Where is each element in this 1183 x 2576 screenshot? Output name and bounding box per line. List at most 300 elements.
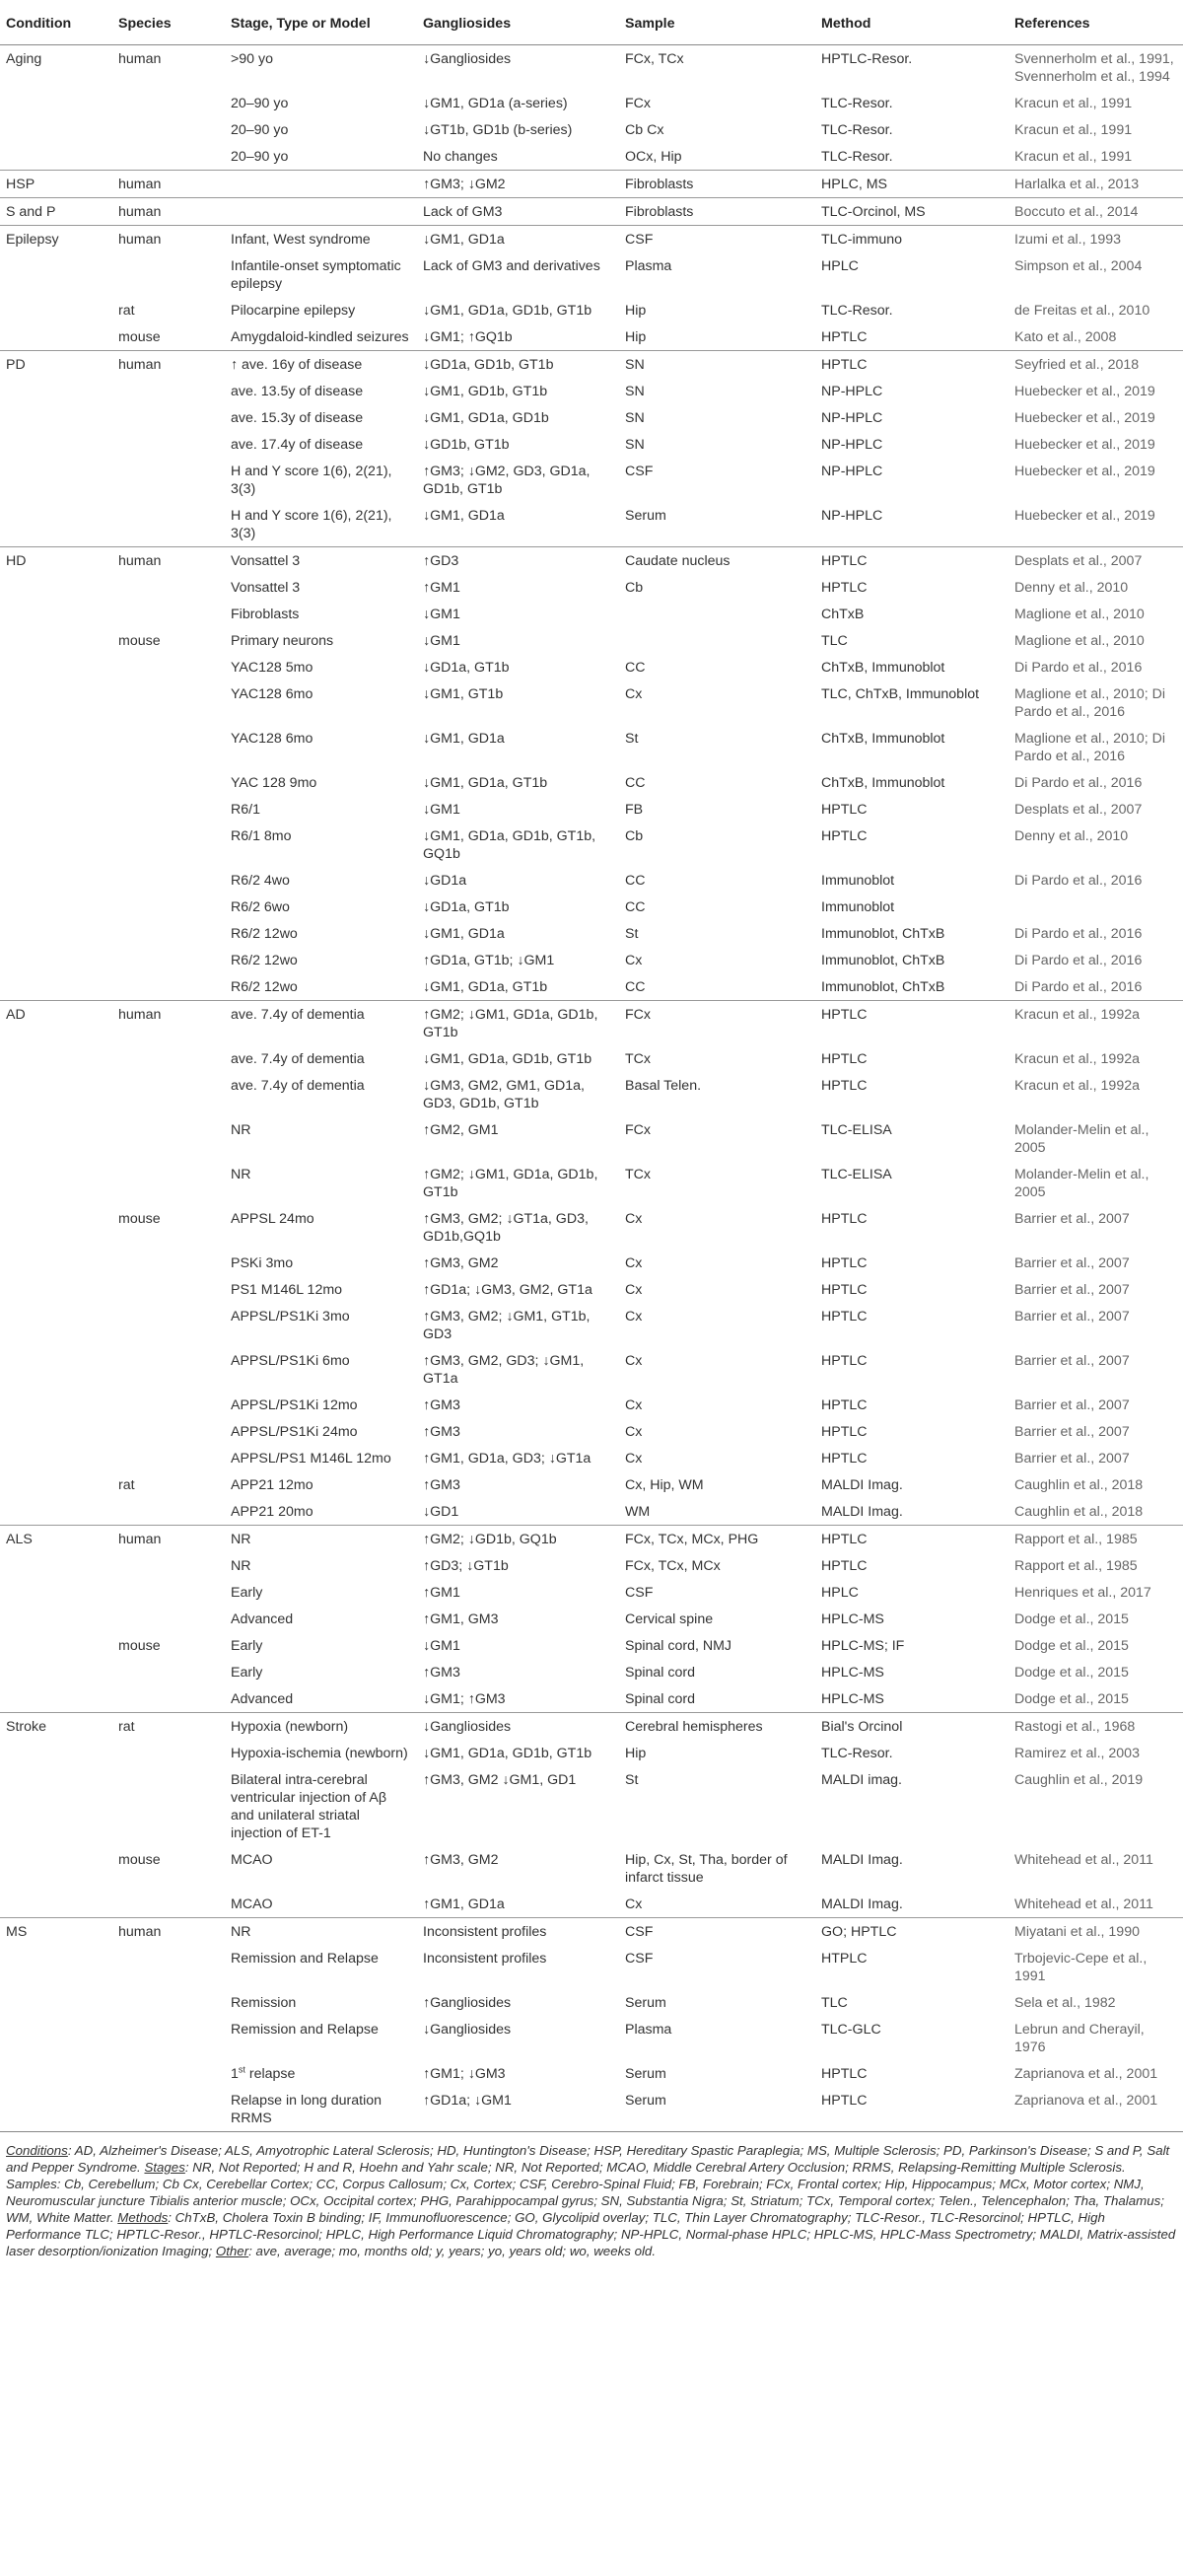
cell-references: Dodge et al., 2015 [1014, 1638, 1129, 1654]
cell-condition [0, 627, 112, 654]
cell-condition [0, 323, 112, 351]
cell-sample: SN [625, 410, 645, 426]
cell-references: Kracun et al., 1992a [1014, 1051, 1140, 1067]
table-row [0, 680, 1183, 725]
table-row [0, 973, 1183, 1001]
cell-gangliosides: ↓GD1b, GT1b [423, 437, 510, 453]
cell-stage: Early [231, 1665, 263, 1681]
cell-references: Molander-Melin et al., 2005 [1014, 1122, 1149, 1156]
cell-condition [0, 654, 112, 680]
cell-method: HPTLC [821, 1353, 868, 1369]
cell-stage: Infant, West syndrome [225, 226, 417, 253]
cell-stage: >90 yo [231, 51, 273, 67]
cell-condition [0, 1579, 112, 1606]
cell-sample: Cb [625, 828, 644, 844]
cell-references: Lebrun and Cherayil, 1976 [1014, 2022, 1145, 2055]
cell-gangliosides: ↑GD1a; ↓GM3, GM2, GT1a [423, 1282, 592, 1298]
cell-stage: Early [231, 1638, 263, 1654]
cell-species [112, 1418, 225, 1445]
cell-species [112, 920, 225, 947]
cell-stage: YAC128 6mo [231, 686, 313, 702]
cell-references: Barrier et al., 2007 [1014, 1353, 1130, 1369]
cell-species: human [112, 1918, 225, 1946]
cell-gangliosides: ↓GM1, GD1a, GD1b, GT1b [423, 303, 592, 319]
cell-stage: Advanced [231, 1691, 294, 1707]
cell-stage: ave. 15.3y of disease [231, 410, 364, 426]
cell-references: Di Pardo et al., 2016 [1014, 926, 1143, 942]
table-row [0, 252, 1183, 297]
cell-method: HPLC [821, 258, 859, 274]
cell-method: HPTLC [815, 351, 1009, 379]
cell-references: Barrier et al., 2007 [1014, 1282, 1130, 1298]
cell-method: MALDI Imag. [821, 1852, 903, 1868]
cell-sample: St [625, 926, 639, 942]
cell-references: Maglione et al., 2010 [1014, 633, 1145, 649]
cell-references: Svennerholm et al., 1991, Svennerholm et al., 1994 [1014, 51, 1174, 85]
cell-sample: Basal Telen. [625, 1078, 702, 1094]
cell-gangliosides: ↓GM1 [423, 1638, 460, 1654]
cell-sample: CC [625, 899, 646, 915]
cell-gangliosides: ↑GD3; ↓GT1b [423, 1558, 509, 1574]
table-row [0, 171, 1183, 198]
cell-sample: WM [625, 1504, 651, 1520]
header-row [0, 0, 1183, 45]
cell-method: MALDI Imag. [821, 1896, 903, 1912]
cell-gangliosides: ↑GM3, GM2 [423, 1852, 499, 1868]
cell-gangliosides: ↓GM1 [423, 607, 460, 622]
cell-references: Barrier et al., 2007 [1014, 1309, 1130, 1324]
cell-condition [0, 431, 112, 458]
cell-stage: Amygdaloid-kindled seizures [231, 329, 409, 345]
cell-stage: APPSL/PS1Ki 12mo [231, 1397, 358, 1413]
cell-references: Harlalka et al., 2013 [1009, 171, 1183, 198]
cell-gangliosides: ↑GD3 [417, 547, 619, 575]
cell-gangliosides: ↓GM1; ↑GQ1b [423, 329, 513, 345]
table-row [0, 796, 1183, 823]
cell-sample: Cx [625, 1353, 643, 1369]
table-row [0, 1632, 1183, 1659]
table-row [0, 378, 1183, 404]
cell-sample: Cx [625, 1309, 643, 1324]
cell-references: Barrier et al., 2007 [1014, 1451, 1130, 1467]
table-row [0, 297, 1183, 323]
cell-species [112, 431, 225, 458]
cell-references: Di Pardo et al., 2016 [1014, 953, 1143, 968]
cell-species [112, 2060, 225, 2087]
cell-condition: ALS [0, 1526, 112, 1553]
cell-stage: MCAO [231, 1896, 273, 1912]
cell-stage: 1st relapse [231, 2064, 296, 2082]
cell-species [112, 1891, 225, 1918]
cell-condition [0, 1161, 112, 1205]
cell-stage: NR [231, 1558, 251, 1574]
cell-sample: Cx [625, 1451, 643, 1467]
cell-species [112, 90, 225, 116]
cell-references: Kracun et al., 1991 [1014, 122, 1133, 138]
cell-method: HPLC [821, 1585, 859, 1601]
table-row [0, 1347, 1183, 1392]
table-row [0, 1303, 1183, 1347]
cell-gangliosides: ↑GM1 [423, 1585, 460, 1601]
cell-method: TLC-Resor. [821, 122, 893, 138]
cell-condition [0, 601, 112, 627]
cell-species [112, 1579, 225, 1606]
cell-references: Di Pardo et al., 2016 [1014, 660, 1143, 676]
cell-gangliosides: ↓Gangliosides [417, 1713, 619, 1741]
cell-stage: 20–90 yo [231, 96, 289, 111]
cell-gangliosides: ↑GM1, GD1a [423, 1896, 505, 1912]
cell-condition [0, 1891, 112, 1918]
cell-gangliosides: ↓GM1, GD1a, GT1b [423, 979, 548, 995]
cell-species: mouse [118, 1852, 161, 1868]
cell-gangliosides: ↓GM1 [423, 633, 460, 649]
cell-sample: FB [625, 802, 644, 818]
cell-references: Zaprianova et al., 2001 [1014, 2093, 1158, 2109]
footnote-other-label: Other [215, 2244, 249, 2258]
cell-method: Immunoblot, ChTxB [821, 953, 945, 968]
table-header [0, 0, 1183, 45]
cell-method: TLC-GLC [821, 2022, 881, 2038]
cell-condition: AD [0, 1001, 112, 1046]
cell-method: ChTxB, Immunoblot [821, 775, 945, 791]
cell-condition [0, 1250, 112, 1276]
cell-references: Kato et al., 2008 [1014, 329, 1117, 345]
cell-condition [0, 1846, 112, 1891]
cell-gangliosides: ↑GD1a; ↓GM1 [423, 2093, 512, 2109]
cell-sample: CC [625, 979, 646, 995]
table-row [0, 116, 1183, 143]
cell-gangliosides: ↑GM1, GM3 [423, 1611, 499, 1627]
cell-gangliosides: ↓GT1b, GD1b (b-series) [423, 122, 573, 138]
cell-references: Kracun et al., 1992a [1009, 1001, 1183, 1046]
cell-condition [0, 143, 112, 171]
cell-species [112, 947, 225, 973]
cell-condition [0, 1766, 112, 1846]
cell-references: Ramirez et al., 2003 [1014, 1746, 1140, 1761]
cell-gangliosides: ↑GM2; ↓GM1, GD1a, GD1b, GT1b [423, 1167, 598, 1200]
cell-condition [0, 823, 112, 867]
cell-species [112, 680, 225, 725]
cell-species [112, 769, 225, 796]
cell-sample: Fibroblasts [619, 171, 815, 198]
cell-species: mouse [118, 633, 161, 649]
cell-gangliosides: ↑GM3, GM2; ↓GM1, GT1b, GD3 [423, 1309, 591, 1342]
cell-sample: CC [625, 775, 646, 791]
cell-stage: ave. 7.4y of dementia [231, 1051, 365, 1067]
header-sample: Sample [619, 0, 815, 45]
cell-condition: Stroke [0, 1713, 112, 1741]
cell-species [112, 1945, 225, 1989]
cell-species [112, 1045, 225, 1072]
cell-stage: NR [225, 1526, 417, 1553]
table-row [0, 458, 1183, 502]
cell-stage: Bilateral intra-cerebral ventricular injection of Aβ and unilateral striatal injection of ET-1 [231, 1772, 386, 1841]
cell-gangliosides: ↑GM3; ↓GM2, GD3, GD1a, GD1b, GT1b [423, 464, 591, 497]
cell-condition [0, 378, 112, 404]
cell-method: GO; HPTLC [815, 1918, 1009, 1946]
cell-stage: YAC128 5mo [231, 660, 313, 676]
cell-stage: MCAO [231, 1852, 273, 1868]
cell-condition [0, 90, 112, 116]
cell-references: Kracun et al., 1992a [1014, 1078, 1140, 1094]
table-row [0, 1072, 1183, 1116]
cell-condition [0, 252, 112, 297]
cell-sample: Spinal cord [625, 1691, 695, 1707]
cell-sample: Serum [625, 2093, 666, 2109]
cell-species: human [112, 1001, 225, 1046]
cell-sample: Spinal cord, NMJ [625, 1638, 732, 1654]
cell-condition: HSP [0, 171, 112, 198]
cell-species: human [112, 351, 225, 379]
cell-condition [0, 1347, 112, 1392]
cell-gangliosides: ↑GM3 [423, 1665, 460, 1681]
cell-condition [0, 2060, 112, 2087]
cell-references: Sela et al., 1982 [1014, 1995, 1116, 2011]
cell-sample: Plasma [625, 2022, 672, 2038]
cell-references: Huebecker et al., 2019 [1014, 464, 1155, 479]
cell-condition [0, 1659, 112, 1685]
cell-sample: Cervical spine [625, 1611, 714, 1627]
cell-gangliosides: ↓GM1, GD1a, GD1b, GT1b, GQ1b [423, 828, 596, 862]
cell-species [112, 1276, 225, 1303]
cell-references: Barrier et al., 2007 [1014, 1397, 1130, 1413]
cell-gangliosides: ↓Gangliosides [423, 2022, 512, 2038]
table-row [0, 404, 1183, 431]
table-row [0, 1392, 1183, 1418]
cell-stage: Hypoxia-ischemia (newborn) [231, 1746, 408, 1761]
cell-gangliosides: ↑GM2, GM1 [423, 1122, 499, 1138]
cell-species [112, 1392, 225, 1418]
cell-stage: R6/2 6wo [231, 899, 290, 915]
footnote-conditions-text: : AD, Alzheimer's Disease; ALS, Amyotrophic Lateral Sclerosis; HD, Huntington's Disease; HSP, Hereditary Spastic Paraplegia; MS, Multiple Sclerosis; PD, Parkinson's Disease; S and P, Salt and Pepper Syndrome. [6, 2143, 1170, 2175]
cell-method: HPTLC [821, 329, 868, 345]
cell-gangliosides: ↓GD1a, GT1b [423, 660, 510, 676]
cell-gangliosides: ↓GM1, GD1a [423, 508, 505, 524]
cell-gangliosides: ↑Gangliosides [423, 1995, 512, 2011]
table-row [0, 198, 1183, 226]
cell-sample: Cerebral hemispheres [619, 1713, 815, 1741]
cell-method: NP-HPLC [821, 437, 883, 453]
cell-gangliosides: ↑GM1; ↓GM3 [423, 2066, 506, 2082]
cell-species [112, 1740, 225, 1766]
cell-gangliosides: ↓GD1a [423, 873, 467, 889]
cell-sample [619, 601, 815, 627]
cell-condition [0, 1632, 112, 1659]
cell-stage: R6/2 4wo [231, 873, 290, 889]
cell-gangliosides: Lack of GM3 and derivatives [423, 258, 600, 274]
cell-method: ChTxB, Immunoblot [821, 660, 945, 676]
cell-stage: ave. 13.5y of disease [231, 384, 364, 399]
cell-references: Caughlin et al., 2018 [1014, 1504, 1144, 1520]
cell-condition [0, 1498, 112, 1526]
table-row [0, 351, 1183, 379]
cell-condition: S and P [0, 198, 112, 226]
cell-condition [0, 1471, 112, 1498]
cell-species [112, 894, 225, 920]
cell-stage: ave. 7.4y of dementia [231, 1078, 365, 1094]
cell-condition [0, 574, 112, 601]
cell-gangliosides: ↓GM3, GM2, GM1, GD1a, GD3, GD1b, GT1b [423, 1078, 585, 1111]
cell-references: Barrier et al., 2007 [1014, 1255, 1130, 1271]
cell-condition [0, 1606, 112, 1632]
cell-condition [0, 1445, 112, 1471]
cell-method: HPLC-MS; IF [821, 1638, 905, 1654]
cell-stage: ave. 17.4y of disease [231, 437, 364, 453]
table-row [0, 1045, 1183, 1072]
cell-species [112, 725, 225, 769]
cell-stage: APP21 20mo [231, 1504, 313, 1520]
cell-method: NP-HPLC [821, 410, 883, 426]
cell-method: Immunoblot [821, 873, 895, 889]
cell-condition [0, 1205, 112, 1250]
cell-species [112, 654, 225, 680]
cell-species: rat [118, 1477, 135, 1493]
cell-method: TLC-Resor. [821, 149, 893, 165]
cell-references: Barrier et al., 2007 [1014, 1424, 1130, 1440]
cell-method: TLC-Resor. [821, 96, 893, 111]
cell-sample: Cx [625, 1397, 643, 1413]
cell-method: HPTLC [821, 1309, 868, 1324]
cell-sample: TCx [625, 1051, 652, 1067]
cell-stage: Fibroblasts [231, 607, 300, 622]
cell-stage: APPSL 24mo [231, 1211, 314, 1227]
cell-sample: Serum [625, 1995, 666, 2011]
cell-gangliosides: ↑GM3, GM2; ↓GT1a, GD3, GD1b,GQ1b [423, 1211, 589, 1245]
cell-sample: St [625, 1772, 639, 1788]
cell-method: HPTLC-Resor. [821, 51, 913, 67]
cell-condition [0, 2016, 112, 2060]
cell-condition [0, 1072, 112, 1116]
cell-species [112, 823, 225, 867]
cell-references: Denny et al., 2010 [1014, 828, 1129, 844]
cell-method: TLC [821, 633, 848, 649]
cell-species [112, 143, 225, 171]
cell-stage: YAC 128 9mo [231, 775, 317, 791]
cell-gangliosides: ↓GM1, GD1a [417, 226, 619, 253]
cell-gangliosides: ↑GM3 [423, 1477, 460, 1493]
table-row [0, 502, 1183, 547]
cell-method: HTPLC [821, 1951, 868, 1967]
cell-condition [0, 502, 112, 547]
footnote-stages-label: Stages [144, 2160, 185, 2175]
cell-condition: Epilepsy [0, 226, 112, 253]
cell-method: TLC-Resor. [821, 303, 893, 319]
cell-method: MALDI Imag. [821, 1504, 903, 1520]
cell-method: HPTLC [821, 580, 868, 596]
cell-species: human [112, 547, 225, 575]
cell-gangliosides: ↓GM1, GD1a [423, 731, 505, 747]
table-row [0, 1579, 1183, 1606]
cell-references: Simpson et al., 2004 [1014, 258, 1143, 274]
cell-species [112, 973, 225, 1001]
cell-method: HPTLC [821, 1255, 868, 1271]
cell-method: HPTLC [821, 1078, 868, 1094]
cell-sample: Hip, Cx, St, Tha, border of infarct tissue [625, 1852, 788, 1886]
footnote-other-text: : ave, average; mo, months old; y, years; yo, years old; wo, weeks old. [248, 2244, 657, 2258]
cell-species [112, 404, 225, 431]
cell-gangliosides: Inconsistent profiles [423, 1951, 547, 1967]
table-row [0, 1713, 1183, 1741]
cell-method: HPLC-MS [821, 1665, 884, 1681]
cell-sample: CSF [625, 1585, 654, 1601]
cell-condition: HD [0, 547, 112, 575]
cell-stage: Vonsattel 3 [225, 547, 417, 575]
cell-species: mouse [118, 1211, 161, 1227]
cell-sample: SN [625, 437, 645, 453]
table-row [0, 1526, 1183, 1553]
cell-species [112, 2087, 225, 2131]
cell-references: Huebecker et al., 2019 [1014, 384, 1155, 399]
cell-sample: Serum [625, 508, 666, 524]
cell-stage: Remission and Relapse [231, 2022, 379, 2038]
cell-references: Izumi et al., 1993 [1009, 226, 1183, 253]
table-row [0, 654, 1183, 680]
table-row [0, 1945, 1183, 1989]
cell-references: Seyfried et al., 2018 [1009, 351, 1183, 379]
cell-method: HPLC-MS [821, 1691, 884, 1707]
cell-gangliosides: No changes [423, 149, 498, 165]
cell-condition: Aging [6, 51, 42, 67]
table-row [0, 547, 1183, 575]
table-row [0, 1418, 1183, 1445]
cell-species [112, 574, 225, 601]
cell-gangliosides: ↓GM1, GD1a, GT1b [423, 775, 548, 791]
cell-references [1009, 894, 1183, 920]
cell-sample: Caudate nucleus [619, 547, 815, 575]
table-row [0, 45, 1183, 91]
cell-gangliosides: ↓GM1, GT1b [423, 686, 504, 702]
cell-species [112, 252, 225, 297]
cell-method: HPTLC [821, 828, 868, 844]
table-row [0, 1116, 1183, 1161]
cell-references: Zaprianova et al., 2001 [1014, 2066, 1158, 2082]
cell-gangliosides: Lack of GM3 [417, 198, 619, 226]
cell-method: MALDI Imag. [821, 1477, 903, 1493]
cell-method: NP-HPLC [821, 464, 883, 479]
cell-gangliosides: ↓GM1, GD1a, GD1b [423, 410, 549, 426]
table-row [0, 90, 1183, 116]
cell-method: TLC-ELISA [821, 1122, 892, 1138]
cell-stage [225, 171, 417, 198]
cell-sample: Cx [625, 1424, 643, 1440]
cell-sample: CSF [619, 226, 815, 253]
cell-species: human [112, 171, 225, 198]
cell-species [112, 1766, 225, 1846]
cell-stage: Remission [231, 1995, 297, 2011]
cell-species [112, 1552, 225, 1579]
cell-species [112, 1989, 225, 2016]
cell-stage: ↑ ave. 16y of disease [225, 351, 417, 379]
cell-method: HPTLC [815, 1526, 1009, 1553]
cell-references: de Freitas et al., 2010 [1014, 303, 1150, 319]
cell-sample: Hip [625, 1746, 647, 1761]
table-row [0, 627, 1183, 654]
cell-method: Bial's Orcinol [815, 1713, 1009, 1741]
cell-species [112, 867, 225, 894]
cell-sample: FCx, TCx, MCx, PHG [619, 1526, 815, 1553]
cell-method: HPTLC [821, 2093, 868, 2109]
cell-condition [0, 1552, 112, 1579]
cell-sample: CSF [619, 1918, 815, 1946]
cell-sample: Cx [625, 1896, 643, 1912]
cell-sample: Cb Cx [625, 122, 664, 138]
cell-sample: FCx [625, 96, 652, 111]
cell-gangliosides: ↓GD1a, GD1b, GT1b [417, 351, 619, 379]
cell-condition [0, 1276, 112, 1303]
table-row [0, 431, 1183, 458]
cell-stage: APPSL/PS1Ki 3mo [231, 1309, 350, 1324]
cell-species [112, 1659, 225, 1685]
